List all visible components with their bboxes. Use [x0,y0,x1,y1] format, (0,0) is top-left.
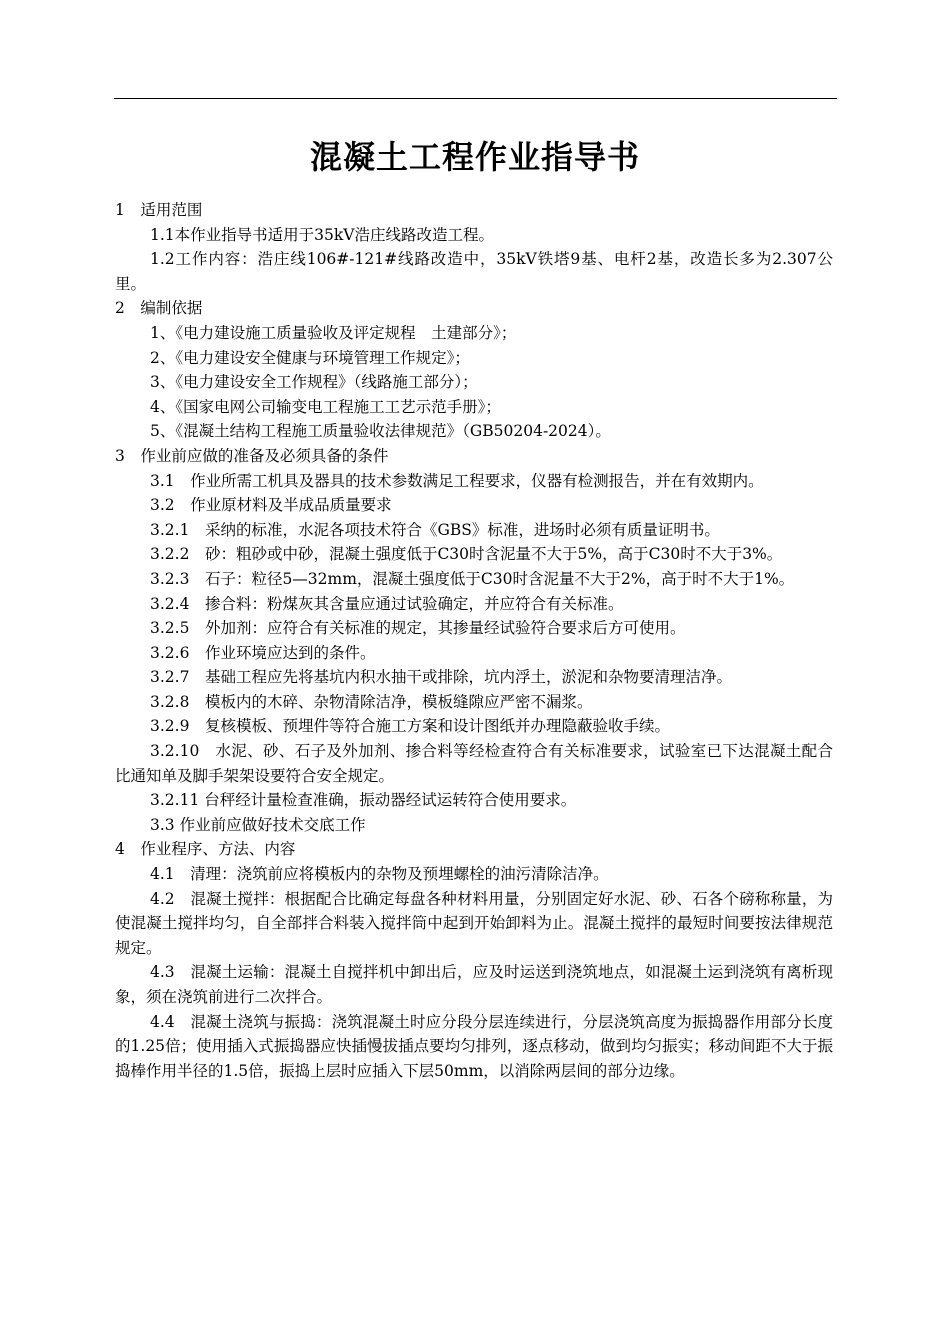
paragraph: 3.2.1 采纳的标准，水泥各项技术符合《GBS》标准，进场时必须有质量证明书。 [150,520,720,539]
paragraph: 4.4 混凝土浇筑与振捣：浇筑混凝土时应分段分层连续进行，分层浇筑高度为振捣器作用部分长度的1.25倍；使用插入式振捣器应快插慢拔插点要均匀排列，逐点移动，做到均匀振实；移动间距不大于振捣棒作用半径的1.5倍，振捣上层时应插入下层50mm，以消除两层间的部分边缘。 [115,1012,833,1080]
header-rule [114,98,837,99]
section-heading: 4 作业程序、方法、内容 [115,840,296,859]
paragraph: 3.2.6 作业环境应达到的条件。 [150,643,376,662]
section-heading: 3 作业前应做的准备及必须具备的条件 [115,446,389,465]
paragraph: 3.3 作业前应做好技术交底工作 [150,815,366,834]
list-item: 4、《国家电网公司输变电工程施工工艺示范手册》； [150,397,501,416]
paragraph: 3.2.7 基础工程应先将基坑内积水抽干或排除，坑内浮土，淤泥和杂物要清理洁净。 [150,668,732,687]
list-item: 1、《电力建设施工质量验收及评定规程 土建部分》； [150,323,517,342]
paragraph: 3.2.10 水泥、砂、石子及外加剂、掺合料等经检查符合有关标准要求，试验室已下达混凝土配合比通知单及脚手架架设要符合安全规定。 [115,742,833,785]
paragraph: 3.2.3 石子：粒径5—32mm，混凝土强度低于C30时含泥量不大于2%，高于时不大于1%。 [150,569,795,588]
list-item: 5、《混凝土结构工程施工质量验收法律规范》（GB50204-2024）。 [150,422,611,441]
paragraph: 4.3 混凝土运输：混凝土自搅拌机中卸出后，应及时运送到浇筑地点，如混凝土运到浇筑有离析现象，须在浇筑前进行二次拌合。 [115,963,833,1006]
paragraph: 1.1本作业指导书适用于35kV浩庄线路改造工程。 [150,225,494,244]
paragraph: 3.2.8 模板内的木碎、杂物清除洁净，模板缝隙应严密不漏浆。 [150,692,593,711]
paragraph: 4.1 清理：浇筑前应将模板内的杂物及预埋螺栓的油污清除洁净。 [150,865,609,884]
paragraph: 3.2.11 台秤经计量检查准确，振动器经试运转符合使用要求。 [150,791,577,810]
paragraph: 3.2.2 砂：粗砂或中砂，混凝土强度低于C30时含泥量不大于5%，高于C30时不大于3%。 [150,545,783,564]
paragraph: 3.2.9 复核模板、预埋件等符合施工方案和设计图纸并办理隐蔽验收手续。 [150,717,670,736]
paragraph: 4.2 混凝土搅拌：根据配合比确定每盘各种材料用量，分别固定好水泥、砂、石各个磅称称量，为使混凝土搅拌均匀，自全部拌合料装入搅拌筒中起到开始卸料为止。混凝土搅拌的最短时间要按法律规范规定。 [115,889,833,957]
document-body [115,198,833,1083]
document-title: 混凝土工程作业指导书 [309,138,640,176]
paragraph: 3.2.5 外加剂：应符合有关标准的规定，其掺量经试验符合要求后方可使用。 [150,619,686,638]
list-item: 3、《电力建设安全工作规程》（线路施工部分）； [150,373,478,392]
paragraph: 3.1 作业所需工机具及器具的技术参数满足工程要求，仪器有检测报告，并在有效期内。 [150,471,764,490]
paragraph: 3.2 作业原材料及半成品质量要求 [150,496,392,515]
paragraph: 3.2.4 掺合料：粉煤灰其含量应通过试验确定，并应符合有关标准。 [150,594,624,613]
list-item: 2、《电力建设安全健康与环境管理工作规定》； [150,348,470,367]
paragraph: 1.2工作内容：浩庄线106#-121#线路改造中，35kV铁塔9基、电杆2基，改造长多为2.307公里。 [115,250,833,293]
section-heading: 2 编制依据 [115,299,203,318]
section-heading: 1 适用范围 [115,201,203,219]
